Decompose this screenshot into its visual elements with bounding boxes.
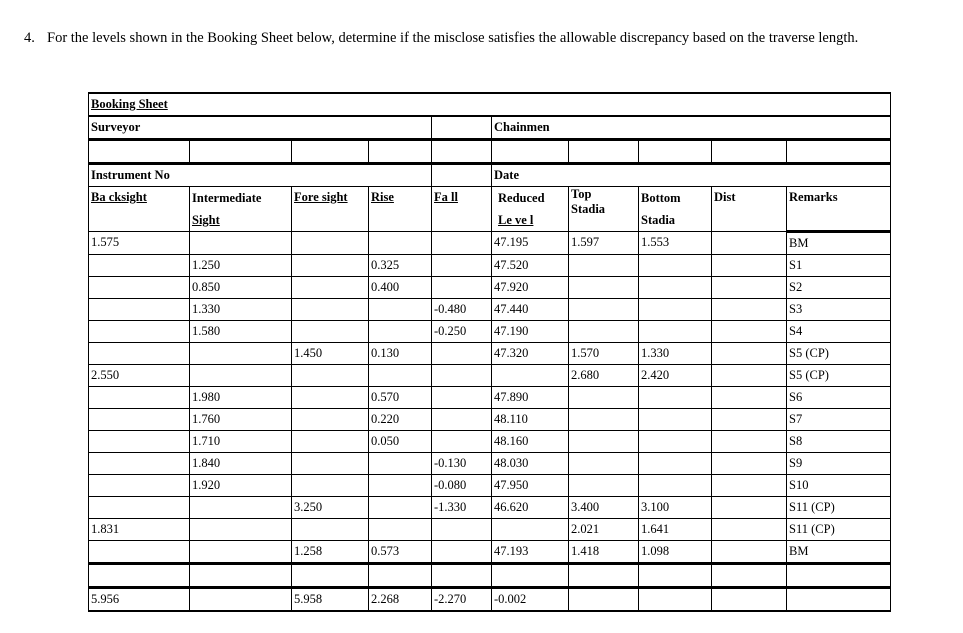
cell-foresight xyxy=(292,387,369,409)
cell-foresight xyxy=(292,321,369,343)
cell-fall xyxy=(432,365,492,387)
cell-backsight xyxy=(89,431,190,453)
cell-remarks: S4 xyxy=(787,321,891,343)
cell-top-stadia xyxy=(569,255,639,277)
cell-rise xyxy=(369,453,432,475)
cell-rise xyxy=(369,519,432,541)
cell-foresight: 1.258 xyxy=(292,541,369,564)
cell-remarks: BM xyxy=(787,232,891,255)
cell-bottom-stadia xyxy=(639,431,712,453)
cell-fall xyxy=(432,409,492,431)
cell-bottom-stadia: 3.100 xyxy=(639,497,712,519)
cell-fall xyxy=(432,431,492,453)
header-reduced: Reduced xyxy=(498,191,545,205)
header-top-stadia: Stadia xyxy=(571,202,606,216)
cell-foresight xyxy=(292,475,369,497)
table-row xyxy=(89,387,891,409)
cell-dist xyxy=(712,299,787,321)
cell-bottom-stadia xyxy=(639,277,712,299)
cell-remarks: S5 (CP) xyxy=(787,343,891,365)
header-backsight: Ba cksight xyxy=(91,190,147,204)
cell-top-stadia xyxy=(569,321,639,343)
header-bottom-stadia: Stadia xyxy=(641,213,676,227)
header-fall: Fa ll xyxy=(434,190,458,204)
cell-backsight: 1.831 xyxy=(89,519,190,541)
cell-backsight xyxy=(89,497,190,519)
cell-remarks: S11 (CP) xyxy=(787,497,891,519)
surveyor-row xyxy=(89,116,891,140)
cell-remarks: S5 (CP) xyxy=(787,365,891,387)
column-header-row xyxy=(89,187,891,232)
cell-reduced-level: 46.620 xyxy=(492,497,569,519)
cell-top-stadia: 2.021 xyxy=(569,519,639,541)
cell-reduced-level xyxy=(492,519,569,541)
cell-foresight xyxy=(292,453,369,475)
cell-top-stadia xyxy=(569,475,639,497)
cell-rise: 0.130 xyxy=(369,343,432,365)
cell-fall xyxy=(432,387,492,409)
cell-foresight xyxy=(292,431,369,453)
cell-rise xyxy=(369,299,432,321)
question xyxy=(24,30,858,47)
cell-reduced-level: 47.440 xyxy=(492,299,569,321)
cell-dist xyxy=(712,541,787,564)
cell-bottom-stadia: 1.330 xyxy=(639,343,712,365)
table-row xyxy=(89,541,891,564)
question-number: 4. xyxy=(24,30,35,46)
cell-remarks: S2 xyxy=(787,277,891,299)
cell-reduced-level: 47.890 xyxy=(492,387,569,409)
cell-dist xyxy=(712,475,787,497)
cell-fall: -1.330 xyxy=(432,497,492,519)
total-foresight: 5.958 xyxy=(292,588,369,612)
cell-intermediate xyxy=(190,519,292,541)
cell-fall: -0.130 xyxy=(432,453,492,475)
cell-remarks: S3 xyxy=(787,299,891,321)
cell-dist xyxy=(712,232,787,255)
cell-remarks: S10 xyxy=(787,475,891,497)
total-fall: -2.270 xyxy=(432,588,492,612)
cell-foresight xyxy=(292,255,369,277)
header-rise: Rise xyxy=(371,190,394,204)
cell-top-stadia xyxy=(569,431,639,453)
cell-intermediate: 1.760 xyxy=(190,409,292,431)
cell-top-stadia xyxy=(569,453,639,475)
cell-intermediate: 1.710 xyxy=(190,431,292,453)
cell-rise: 0.050 xyxy=(369,431,432,453)
cell-reduced-level xyxy=(492,365,569,387)
sheet-title: Booking Sheet xyxy=(91,97,168,111)
cell-bottom-stadia: 1.641 xyxy=(639,519,712,541)
cell-foresight xyxy=(292,519,369,541)
cell-fall: -0.480 xyxy=(432,299,492,321)
cell-rise: 0.325 xyxy=(369,255,432,277)
total-rise: 2.268 xyxy=(369,588,432,612)
cell-backsight xyxy=(89,475,190,497)
cell-dist xyxy=(712,409,787,431)
cell-remarks: S11 (CP) xyxy=(787,519,891,541)
cell-intermediate xyxy=(190,541,292,564)
cell-rise xyxy=(369,365,432,387)
cell-dist xyxy=(712,387,787,409)
cell-intermediate: 1.580 xyxy=(190,321,292,343)
cell-intermediate xyxy=(190,343,292,365)
total-bottom-stadia xyxy=(639,588,712,612)
table-row xyxy=(89,519,891,541)
table-row xyxy=(89,475,891,497)
total-backsight: 5.956 xyxy=(89,588,190,612)
cell-bottom-stadia xyxy=(639,321,712,343)
cell-top-stadia: 1.570 xyxy=(569,343,639,365)
cell-dist xyxy=(712,453,787,475)
cell-fall xyxy=(432,255,492,277)
header-reduced-level: Le ve l xyxy=(498,213,534,227)
cell-rise: 0.220 xyxy=(369,409,432,431)
cell-intermediate xyxy=(190,497,292,519)
cell-dist xyxy=(712,321,787,343)
cell-intermediate xyxy=(190,232,292,255)
header-intermediate-sight: Sight xyxy=(192,213,220,227)
table-row xyxy=(89,232,891,255)
cell-fall xyxy=(432,232,492,255)
cell-rise xyxy=(369,321,432,343)
cell-bottom-stadia: 2.420 xyxy=(639,365,712,387)
cell-intermediate: 1.840 xyxy=(190,453,292,475)
cell-remarks: S8 xyxy=(787,431,891,453)
cell-fall xyxy=(432,519,492,541)
cell-fall xyxy=(432,541,492,564)
cell-bottom-stadia xyxy=(639,299,712,321)
cell-backsight: 1.575 xyxy=(89,232,190,255)
instrument-row xyxy=(89,164,891,187)
cell-fall: -0.250 xyxy=(432,321,492,343)
table-row xyxy=(89,431,891,453)
header-top: Top xyxy=(571,187,592,201)
cell-remarks: S7 xyxy=(787,409,891,431)
cell-rise xyxy=(369,497,432,519)
blank-row xyxy=(89,140,891,164)
cell-foresight xyxy=(292,277,369,299)
table-row xyxy=(89,453,891,475)
table-row xyxy=(89,255,891,277)
cell-bottom-stadia: 1.098 xyxy=(639,541,712,564)
header-bottom: Bottom xyxy=(641,191,681,205)
cell-backsight xyxy=(89,277,190,299)
cell-intermediate: 1.920 xyxy=(190,475,292,497)
spacer-row xyxy=(89,564,891,588)
cell-top-stadia: 2.680 xyxy=(569,365,639,387)
cell-remarks: S6 xyxy=(787,387,891,409)
cell-bottom-stadia xyxy=(639,409,712,431)
header-intermediate: Intermediate xyxy=(192,191,262,205)
cell-top-stadia xyxy=(569,387,639,409)
cell-backsight xyxy=(89,299,190,321)
table-row xyxy=(89,497,891,519)
header-remarks: Remarks xyxy=(789,190,838,204)
cell-reduced-level: 47.520 xyxy=(492,255,569,277)
cell-dist xyxy=(712,255,787,277)
table-row xyxy=(89,409,891,431)
cell-intermediate: 1.250 xyxy=(190,255,292,277)
cell-rise xyxy=(369,475,432,497)
cell-reduced-level: 47.193 xyxy=(492,541,569,564)
cell-top-stadia: 3.400 xyxy=(569,497,639,519)
cell-dist xyxy=(712,431,787,453)
total-top-stadia xyxy=(569,588,639,612)
cell-bottom-stadia xyxy=(639,475,712,497)
table-row xyxy=(89,277,891,299)
cell-top-stadia xyxy=(569,277,639,299)
cell-top-stadia: 1.418 xyxy=(569,541,639,564)
cell-backsight xyxy=(89,255,190,277)
table-row xyxy=(89,299,891,321)
cell-rise: 0.400 xyxy=(369,277,432,299)
header-dist: Dist xyxy=(714,190,736,204)
cell-intermediate xyxy=(190,365,292,387)
cell-bottom-stadia xyxy=(639,387,712,409)
cell-reduced-level: 47.920 xyxy=(492,277,569,299)
cell-rise: 0.573 xyxy=(369,541,432,564)
totals-row xyxy=(89,588,891,612)
cell-dist xyxy=(712,277,787,299)
table-row xyxy=(89,343,891,365)
cell-backsight: 2.550 xyxy=(89,365,190,387)
title-row xyxy=(89,93,891,116)
cell-backsight xyxy=(89,409,190,431)
cell-intermediate: 1.980 xyxy=(190,387,292,409)
cell-foresight: 3.250 xyxy=(292,497,369,519)
instrument-label: Instrument No xyxy=(89,164,432,187)
cell-intermediate: 1.330 xyxy=(190,299,292,321)
cell-top-stadia xyxy=(569,409,639,431)
surveyor-label: Surveyor xyxy=(89,116,432,140)
cell-fall: -0.080 xyxy=(432,475,492,497)
table-row xyxy=(89,365,891,387)
cell-backsight xyxy=(89,321,190,343)
cell-reduced-level: 48.110 xyxy=(492,409,569,431)
cell-foresight: 1.450 xyxy=(292,343,369,365)
total-intermediate xyxy=(190,588,292,612)
cell-foresight xyxy=(292,299,369,321)
cell-remarks: S9 xyxy=(787,453,891,475)
date-label: Date xyxy=(492,164,891,187)
cell-bottom-stadia xyxy=(639,453,712,475)
cell-foresight xyxy=(292,409,369,431)
cell-reduced-level: 47.320 xyxy=(492,343,569,365)
cell-foresight xyxy=(292,365,369,387)
total-remarks xyxy=(787,588,891,612)
cell-remarks: S1 xyxy=(787,255,891,277)
chainmen-label: Chainmen xyxy=(492,116,891,140)
cell-top-stadia: 1.597 xyxy=(569,232,639,255)
cell-foresight xyxy=(292,232,369,255)
cell-backsight xyxy=(89,541,190,564)
cell-bottom-stadia xyxy=(639,255,712,277)
question-text: For the levels shown in the Booking Sheet below, determine if the misclose satisfies the allowable discrepancy based on the traverse length. xyxy=(47,30,859,46)
cell-reduced-level: 48.030 xyxy=(492,453,569,475)
total-dist xyxy=(712,588,787,612)
cell-fall xyxy=(432,277,492,299)
cell-top-stadia xyxy=(569,299,639,321)
cell-reduced-level: 47.195 xyxy=(492,232,569,255)
cell-dist xyxy=(712,365,787,387)
total-reduced-level: -0.002 xyxy=(492,588,569,612)
cell-backsight xyxy=(89,453,190,475)
cell-reduced-level: 47.950 xyxy=(492,475,569,497)
cell-dist xyxy=(712,497,787,519)
cell-backsight xyxy=(89,343,190,365)
cell-reduced-level: 48.160 xyxy=(492,431,569,453)
cell-reduced-level: 47.190 xyxy=(492,321,569,343)
cell-fall xyxy=(432,343,492,365)
cell-remarks: BM xyxy=(787,541,891,564)
table-row xyxy=(89,321,891,343)
cell-bottom-stadia: 1.553 xyxy=(639,232,712,255)
cell-backsight xyxy=(89,387,190,409)
cell-rise: 0.570 xyxy=(369,387,432,409)
cell-dist xyxy=(712,343,787,365)
cell-intermediate: 0.850 xyxy=(190,277,292,299)
booking-sheet-table xyxy=(88,92,891,612)
cell-rise xyxy=(369,232,432,255)
header-foresight: Fore sight xyxy=(294,190,348,204)
cell-dist xyxy=(712,519,787,541)
